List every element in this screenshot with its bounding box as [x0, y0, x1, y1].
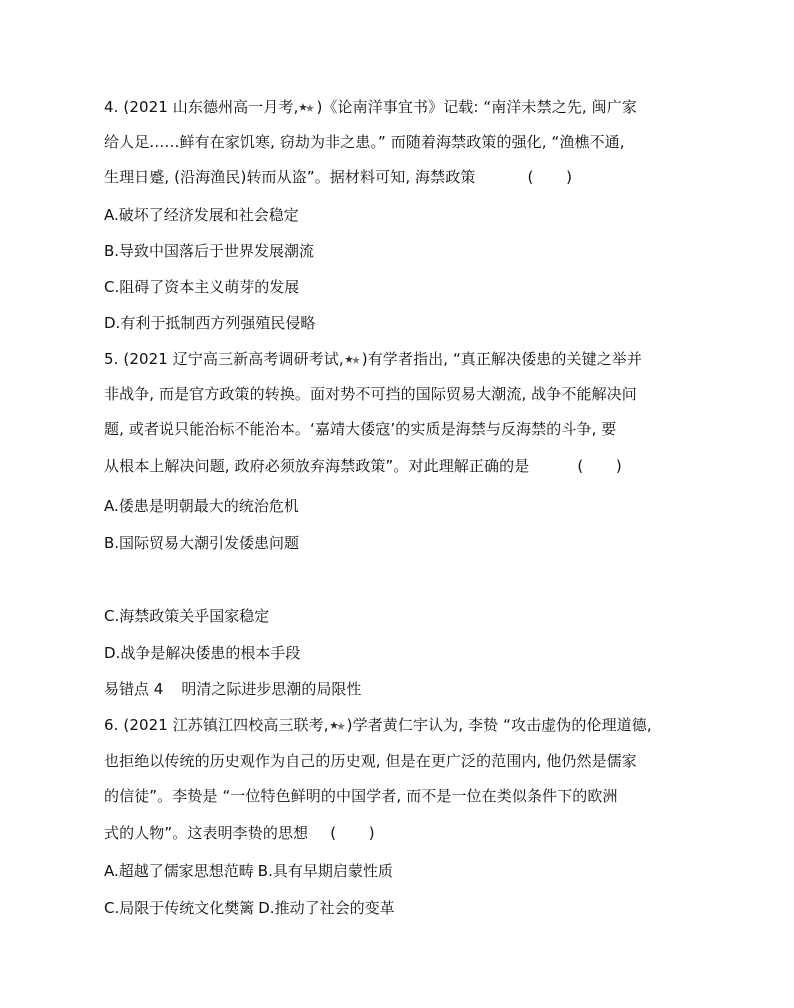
question-5-option-a[interactable]: A.倭患是明朝最大的统治危机 — [104, 497, 299, 515]
question-4-stem-line-1: 4. (2021 山东德州高一月考, )《论南洋事宜书》记载: “南洋未禁之先, 闽广家 — [104, 98, 637, 116]
question-5-source: 5. (2021 辽宁高三新高考调研考试, — [104, 350, 344, 368]
question-6-source: 6. (2021 江苏镇江四校高三联考, — [104, 716, 329, 734]
question-5-option-b[interactable]: B.国际贸易大潮引发倭患问题 — [104, 534, 300, 552]
question-5-option-c[interactable]: C.海禁政策关乎国家稳定 — [104, 607, 270, 625]
section-heading — [104, 679, 361, 699]
difficulty-stars-icon — [299, 102, 315, 113]
question-5-option-d[interactable]: D.战争是解决倭患的根本手段 — [104, 644, 301, 662]
question-4-option-b[interactable]: B.导致中国落后于世界发展潮流 — [104, 242, 315, 260]
difficulty-stars-icon — [345, 354, 361, 365]
question-6-stem-line-2: 也拒绝以传统的历史观作为自己的历史观, 但是在更广泛的范围内, 他仍然是儒家 — [104, 752, 637, 770]
question-5-stem-line-2: 非战争, 而是官方政策的转换。面对势不可挡的国际贸易大潮流, 战争不能解决问 — [104, 385, 637, 403]
question-6-options-row-2 — [104, 898, 395, 918]
question-6-stem-line-1: 6. (2021 江苏镇江四校高三联考, )学者黄仁宇认为, 李贽 “攻击虚伪的伦理道德, — [104, 716, 652, 734]
answer-blank: ( ) — [527, 168, 586, 186]
question-4-stem-line-3: 生理日蹙, (沿海渔民)转而从盗”。据材料可知, 海禁政策 ( ) — [104, 168, 586, 186]
question-5-stem-line-1: 5. (2021 辽宁高三新高考调研考试, )有学者指出, “真正解决倭患的关键之举并 — [104, 350, 643, 368]
question-5-stem-line-3: 题, 或者说只能治标不能治本。‘嘉靖大倭寇’的实质是海禁与反海禁的斗争, 要 — [104, 420, 617, 438]
question-4-option-c[interactable]: C.阻碍了资本主义萌芽的发展 — [104, 278, 300, 296]
answer-blank: ( ) — [577, 457, 636, 475]
difficulty-stars-icon — [330, 720, 346, 731]
question-6-option-a[interactable]: A.超越了儒家思想范畴 — [104, 862, 254, 880]
question-6-stem-line-4: 式的人物”。这表明李贽的思想 ( ) — [104, 824, 389, 842]
section-title: 明清之际进步思潮的局限性 — [181, 680, 362, 698]
question-4-source: 4. (2021 山东德州高一月考, — [104, 98, 299, 116]
question-6-option-c[interactable]: C.局限于传统文化樊篱 — [104, 899, 255, 917]
question-4-stem-line-2: 给人足……鲜有在家饥寒, 窃劫为非之患。” 而随着海禁政策的强化, “渔樵不通, — [104, 133, 625, 151]
question-6-option-d[interactable]: D.推动了社会的变革 — [258, 899, 395, 917]
question-6-options-row-1 — [104, 861, 393, 881]
section-label: 易错点 4 — [104, 680, 164, 698]
question-6-option-b[interactable]: B.具有早期启蒙性质 — [257, 862, 393, 880]
question-5-stem-line-4: 从根本上解决问题, 政府必须放弃海禁政策”。对此理解正确的是 ( ) — [104, 457, 636, 475]
question-4-option-a[interactable]: A.破坏了经济发展和社会稳定 — [104, 206, 299, 224]
question-6-stem-line-3: 的信徒”。李贽是 “一位特色鲜明的中国学者, 而不是一位在类似条件下的欧洲 — [104, 787, 618, 805]
answer-blank: ( ) — [330, 824, 389, 842]
question-4-option-d[interactable]: D.有利于抵制西方列强殖民侵略 — [104, 314, 316, 332]
